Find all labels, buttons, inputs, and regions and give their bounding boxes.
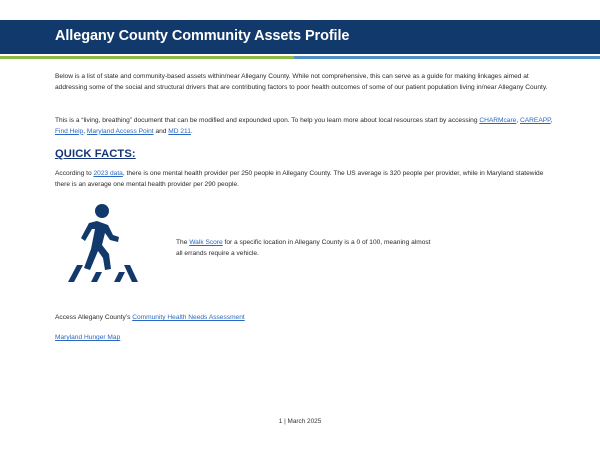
mental-health-prefix: According to (55, 170, 94, 177)
separator: , (516, 117, 521, 124)
link-charmcare[interactable]: CHARMcare (479, 117, 517, 124)
walk-suffix: for a specific location in Allegany County is a 0 of 100, meaning almost all errands require a vehicle. (176, 239, 431, 257)
link-2023-data[interactable]: 2023 data (93, 170, 123, 177)
link-maryland-access-point[interactable]: Maryland Access Point (86, 127, 154, 135)
link-chna[interactable]: Community Health Needs Assessment (132, 314, 245, 321)
pedestrian-crosswalk-icon (58, 202, 148, 284)
link-md-211[interactable]: MD 211 (168, 127, 191, 135)
link-careapp[interactable]: CAREAPP (520, 117, 551, 124)
quick-facts-heading: QUICK FACTS: (55, 148, 136, 160)
walk-score-paragraph (176, 238, 436, 260)
link-walk-score[interactable]: Walk Score (189, 239, 223, 246)
accent-line-green (0, 56, 294, 59)
chna-prefix: Access Allegany County’s (55, 314, 133, 321)
link-maryland-hunger-map[interactable]: Maryland Hunger Map (55, 334, 121, 341)
resources-prefix: This is a “living, breathing” document that can be modified and expounded upon. To help you learn more about local resources start by accessing (55, 117, 480, 124)
mental-health-paragraph (55, 169, 555, 191)
accent-line-blue (294, 56, 600, 59)
page-footer: 1 | March 2025 (278, 418, 322, 425)
link-find-help[interactable]: Find Help (55, 127, 84, 135)
separator: , (83, 127, 87, 135)
hunger-map-line (55, 333, 120, 343)
resources-paragraph (55, 116, 555, 138)
chna-line (55, 313, 245, 323)
period: . (190, 127, 193, 135)
walk-prefix: The (176, 239, 190, 246)
separator: , (550, 117, 553, 124)
mental-health-suffix: , there is one mental health provider per 250 people in Allegany County. The US average is 320 people per provider, while in Maryland statewide there is an average one mental health provider per 290 people. (55, 170, 544, 188)
intro-paragraph: Below is a list of state and community-based assets within/near Allegany County. While not comprehensive, this can serve as a guide for making linkages aimed at addressing some of the social and structural drivers that are contributing factors to poor health outcomes of some of our patient population living in/near Allegany County. (55, 73, 548, 91)
separator: and (153, 127, 169, 135)
page-title: Allegany County Community Assets Profile (55, 28, 350, 44)
